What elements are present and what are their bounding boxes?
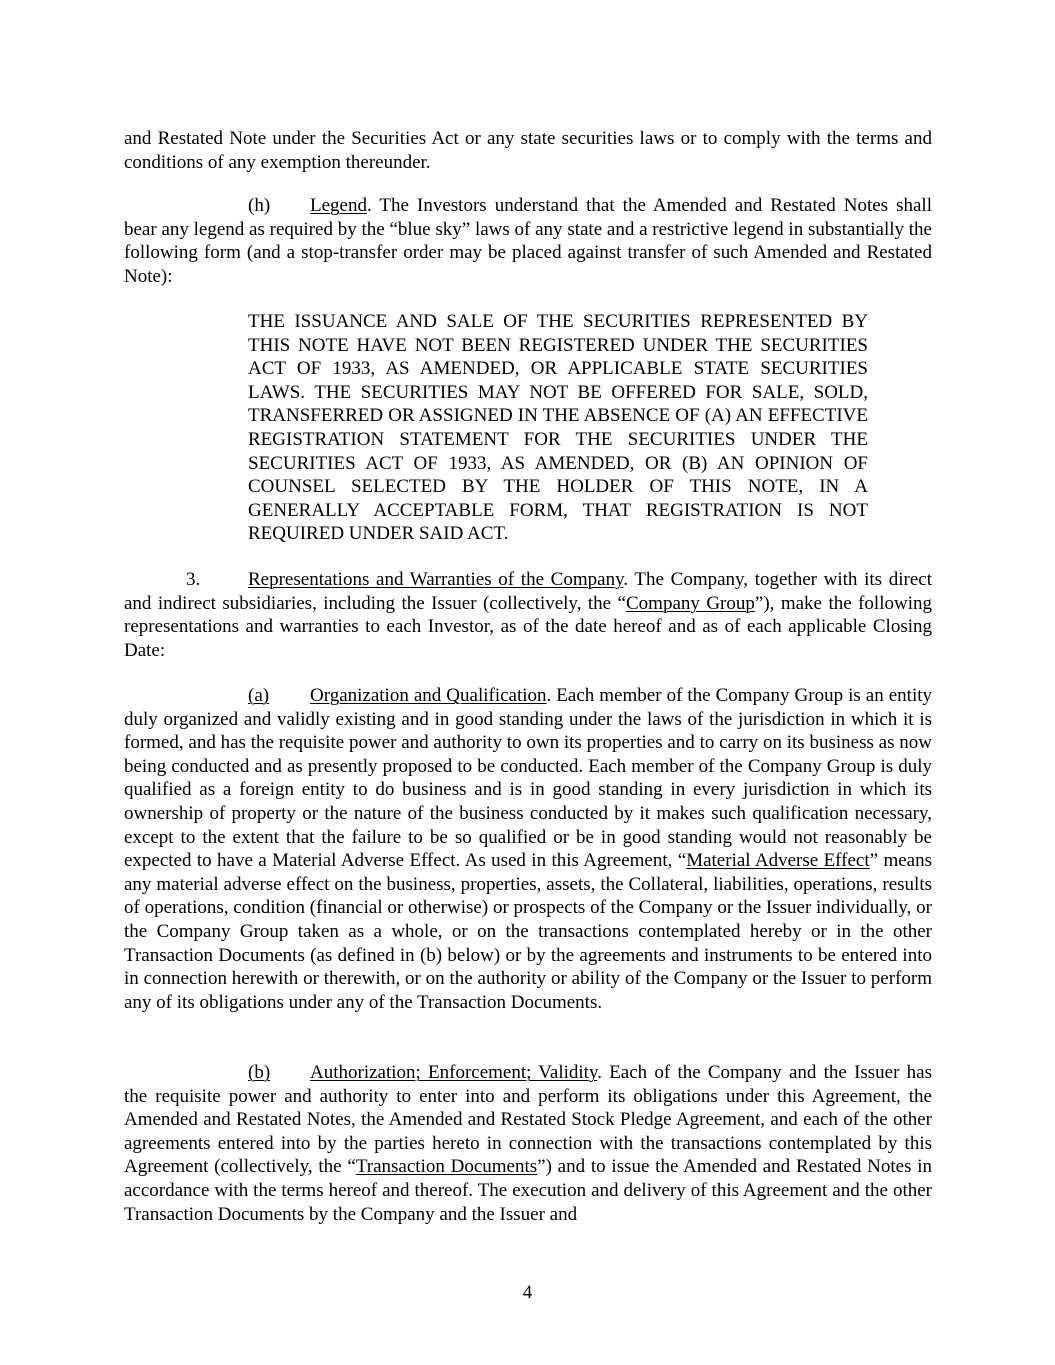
section-b-number-wrap [248, 1061, 310, 1085]
paragraph-h-legend [124, 194, 932, 288]
section-b-text-2: ”) and to issue the Amended and Restated Notes in accordance with the terms hereof and thereof. The execution and delivery of this Agreement and the other Transaction Documents by the Company and the Issuer and [124, 1156, 933, 1225]
section-b-number: (b) [248, 1062, 271, 1083]
section-h-title: Legend [310, 195, 367, 216]
section-3-number: 3. [186, 569, 201, 590]
defined-term-company-group: Company Group [626, 592, 755, 614]
page-number: 4 [522, 1282, 533, 1303]
section-a-number-wrap [248, 684, 310, 708]
section-a-text-1: . Each member of the Company Group is an entity duly organized and validly existing and in good standing under the laws of the jurisdiction in which it is formed, and has the requisite power and authority to own its properties and to carry on its business as now being conducted and as presently proposed to be conducted. Each member of the Company Group is duly qualified as a foreign entity to do business and is in good standing in every jurisdiction in which its ownership of property or the nature of the business conducted by it makes such qualification necessary, except to the extent that the failure to be so qualified or be in good standing would not reasonably be expected to have a Material Adverse Effect. As used in this Agreement, “ [124, 685, 932, 872]
paragraph-a-organization [124, 684, 932, 1014]
section-a-text-2: ” means any material adverse effect on the business, properties, assets, the Collateral, liabilities, operations, results of operations, condition (financial or otherwise) or prospects of the Company or the Issuer individually, or the Company Group taken as a whole, or on the transactions contemplated hereby or in the other Transaction Documents (as defined in (b) below) or by the agreements and instruments to be entered into in connection herewith or therewith, or on the authority or ability of the Company or the Issuer to perform any of its obligations under any of the Transaction Documents. [124, 850, 932, 1013]
defined-term-material-adverse-effect: Material Adverse Effect [686, 850, 870, 872]
paragraph-b-authorization [124, 1061, 932, 1226]
paragraph-3-representations [124, 568, 932, 662]
section-3-text-1: . The Company, together with its direct and indirect subsidiaries, including the Issuer (collectively, the “ [124, 569, 932, 614]
section-a-number: (a) [248, 685, 270, 706]
restrictive-legend-block: THE ISSUANCE AND SALE OF THE SECURITIES REPRESENTED BY THIS NOTE HAVE NOT BEEN REGISTERED UNDER THE SECURITIES ACT OF 1933, AS AMENDED, OR APPLICABLE STATE SECURITIES LAWS. THE SECURITIES MAY NOT BE OFFERED FOR SALE, SOLD, TRANSFERRED OR ASSIGNED IN THE ABSENCE OF (A) AN EFFECTIVE REGISTRATION STATEMENT FOR THE SECURITIES UNDER THE SECURITIES ACT OF 1933, AS AMENDED, OR (B) AN OPINION OF COUNSEL SELECTED BY THE HOLDER OF THIS NOTE, IN A GENERALLY ACCEPTABLE FORM, THAT REGISTRATION IS NOT REQUIRED UNDER SAID ACT. [248, 311, 868, 545]
section-h-text: . The Investors understand that the Amended and Restated Notes shall bear any legend as required by the “blue sky” laws of any state and a restrictive legend in substantially the following form (and a stop-transfer order may be placed against transfer of such Amended and Restated Note): [124, 195, 932, 287]
section-3-title: Representations and Warranties of the Company [248, 569, 624, 590]
section-h-number: (h) [248, 195, 271, 216]
section-3-text-2: ”), make the following representations and warranties to each Investor, as of the date hereof and as of each applicable Closing Date: [124, 592, 932, 661]
section-b-text-1: . Each of the Company and the Issuer has the requisite power and authority to enter into and perform its obligations under this Agreement, the Amended and Restated Notes, the Amended and Restated Stock Pledge Agreement, and each of the other agreements entered into by the parties hereto in connection with the transactions contemplated by this Agreement (collectively, the “ [124, 1062, 932, 1178]
section-b-title: Authorization; Enforcement; Validity [310, 1062, 598, 1083]
defined-term-transaction-documents: Transaction Documents [355, 1156, 538, 1178]
section-a-title: Organization and Qualification [310, 685, 547, 706]
paragraph-intro: and Restated Note under the Securities Act or any state securities laws or to comply with the terms and conditions of any exemption thereunder. [124, 128, 932, 173]
